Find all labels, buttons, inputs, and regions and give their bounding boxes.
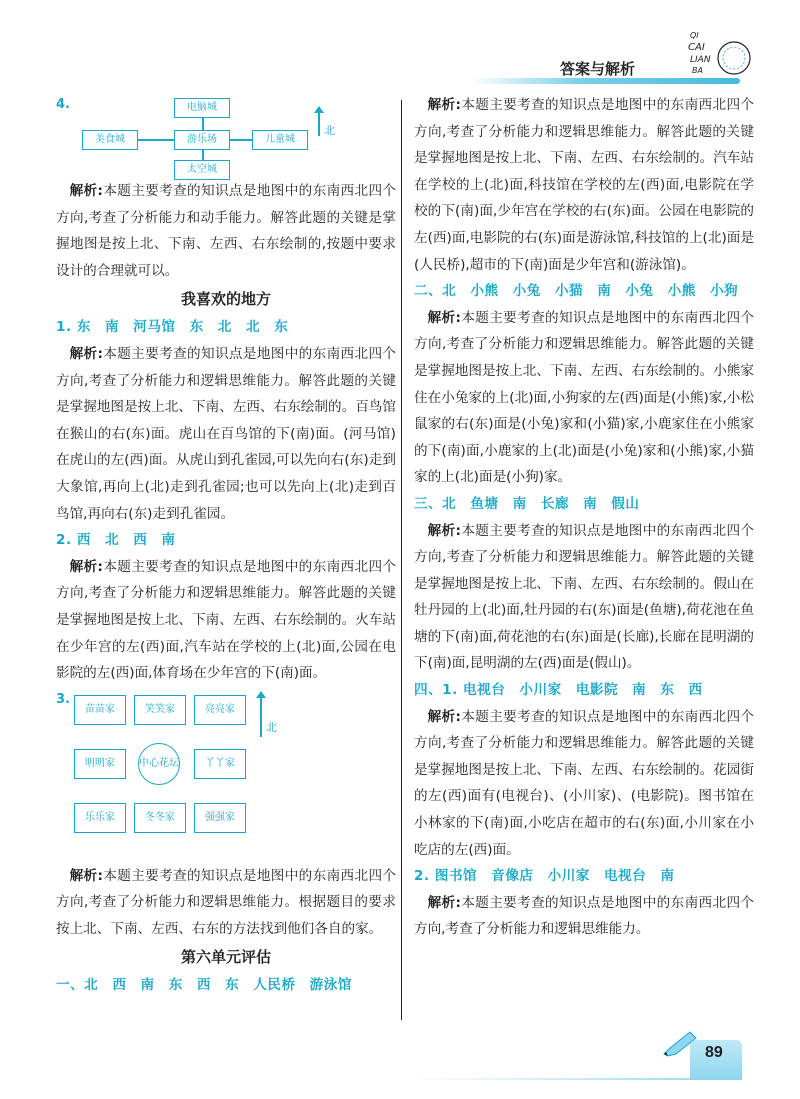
right-column <box>414 92 754 943</box>
s2-analysis: 解析:本题主要考查的知识点是地图中的东南西北四个方向,考查了分析能力和逻辑思维能力。解答此题的关键是掌握地图是按上北、下南、左西、右东绘制的。火车站在少年宫的左(西)面,汽车站在学校的上(北)面,公园在电影院的左(西)面,体育场在少年宫的下(南)面。 <box>56 558 397 682</box>
s1-analysis: 解析:本题主要考查的知识点是地图中的东南西北四个方向,考查了分析能力和逻辑思维能力。解答此题的关键是掌握地图是按上北、下南、左西、右东绘制的。百鸟馆在猴山的右(东)面。虎山在百鸟馆的下(南)面。(河马馆)在虎山的左(西)面。从虎山到孔雀园,可以先向右(东)走到大象馆,再向上(北)走到孔雀园;也可以先向上(北)走到百鸟馆,再向右(东)走到孔雀园。 <box>56 345 397 522</box>
grid-house-qiangqiang: 强强家 <box>194 803 246 833</box>
p5-analysis: 解析:本题主要考查的知识点是地图中的东南西北四个方向,考查了分析能力和逻辑思维能力。 <box>414 894 755 938</box>
header-title: 答案与解析 <box>560 60 636 78</box>
svg-text:BA: BA <box>692 66 703 75</box>
s3-number: 3. <box>56 691 70 707</box>
page-number: 89 <box>705 1044 723 1061</box>
north-label: 北 <box>266 720 277 734</box>
p4-answer: 四、1. 电视台 小川家 电影院 南 东 西 <box>414 682 703 699</box>
q4-number: 4. <box>56 97 70 112</box>
column-divider <box>401 100 402 1020</box>
north-label: 北 <box>324 124 335 137</box>
north-arrow-icon <box>318 112 320 136</box>
s2-answer: 2. 西 北 西 南 <box>56 532 176 549</box>
s3-analysis: 解析:本题主要考查的知识点是地图中的东南西北四个方向,考查了分析能力和逻辑思维能力。根据题目的要求按上北、下南、左西、右东的方法找到他们各自的家。 <box>56 867 397 937</box>
grid-house-liangliang: 亮亮家 <box>194 695 246 725</box>
grid-house-yaya: 丫丫家 <box>194 749 246 779</box>
brand-logo <box>686 24 756 86</box>
north-arrow-icon <box>260 697 262 737</box>
svg-text:QI: QI <box>690 31 699 40</box>
grid-house-dongdong: 冬冬家 <box>134 803 186 833</box>
box-food-city: 美食城 <box>82 130 138 150</box>
svg-text:LIAN: LIAN <box>690 55 711 65</box>
box-children-city: 儿童城 <box>252 130 308 150</box>
p3-answer: 三、北 鱼塘 南 长廊 南 假山 <box>414 495 640 512</box>
grid-house-mingming: 明明家 <box>74 749 126 779</box>
grid-center-flowerbed: 中心花坛 <box>138 743 180 785</box>
section-title-unit6: 第六单元评估 <box>180 948 271 967</box>
box-amusement-park: 游乐场 <box>174 130 230 150</box>
p2-answer: 二、北 小熊 小兔 小猫 南 小兔 小熊 小狗 <box>414 283 739 300</box>
e1-answer: 一、北 西 南 东 西 东 人民桥 游泳馆 <box>56 977 352 994</box>
footer-line <box>410 1078 740 1080</box>
s1-answer: 1. 东 南 河马馆 东 北 北 东 <box>56 319 289 336</box>
grid-house-miaomiao: 苗苗家 <box>74 695 126 725</box>
p5-answer: 2. 图书馆 音像店 小川家 电视台 南 <box>414 868 675 885</box>
grid-house-xiaoxiao: 笑笑家 <box>134 695 186 725</box>
q4-diagram <box>56 92 396 175</box>
p2-analysis: 解析:本题主要考查的知识点是地图中的东南西北四个方向,考查了分析能力和逻辑思维能力。解答此题的关键是掌握地图是按上北、下南、左西、右东绘制的。小熊家住在小兔家的上(北)面,小狗家的左(西)面是(小熊)家,小松鼠家的右(东)面是(小兔)家和(小猫)家,小鹿家住在小熊家的下(南)面,小鹿家的上(北)面是(小兔)家和(小熊)家,小猫家的上(北)面是(小狗)家。 <box>414 309 755 486</box>
q4-analysis: 解析:本题主要考查的知识点是地图中的东南西北四个方向,考查了分析能力和动手能力。解答此题的关键是掌握地图是按上北、下南、左西、右东绘制的,按题中要求设计的合理就可以。 <box>56 183 397 279</box>
box-space-city: 太空城 <box>174 160 230 180</box>
section-title-favorite-place: 我喜欢的地方 <box>180 290 271 309</box>
p1-analysis: 解析:本题主要考查的知识点是地图中的东南西北四个方向,考查了分析能力和逻辑思维能力。解答此题的关键是掌握地图是按上北、下南、左西、右东绘制的。汽车站在学校的上(北)面,科技馆在学校的左(西)面,电影院在学校的下(南)面,少年宫在学校的右(东)面。公园在电影院的左(西)面,电影院的右(东)面是游泳馆,科技馆的上(北)面是(人民桥),超市的下(南)面是少年宫和(游泳馆)。 <box>414 97 755 273</box>
p4-analysis: 解析:本题主要考查的知识点是地图中的东南西北四个方向,考查了分析能力和逻辑思维能力。解答此题的关键是掌握地图是按上北、下南、左西、右东绘制的。花园街的左(西)面有(电视台)、(小川家)、(电影院)。图书馆在小林家的下(南)面,小吃店在超市的右(东)面,小川家在小吃店的左(西)面。 <box>414 708 755 858</box>
svg-text:CAI: CAI <box>688 42 705 53</box>
grid-house-lele: 乐乐家 <box>74 803 126 833</box>
s3-diagram <box>56 687 396 863</box>
box-computer-city: 电脑城 <box>174 98 230 118</box>
p3-analysis: 解析:本题主要考查的知识点是地图中的东南西北四个方向,考查了分析能力和逻辑思维能力。解答此题的关键是掌握地图是按上北、下南、左西、右东绘制的。假山在牡丹园的上(北)面,牡丹园的右(东)面是(鱼塘),荷花池在鱼塘的下(南)面,荷花池的右(东)面是(长廊),长廊在昆明湖的下(南)面,昆明湖的左(西)面是(假山)。 <box>414 522 755 672</box>
left-column <box>56 92 396 999</box>
